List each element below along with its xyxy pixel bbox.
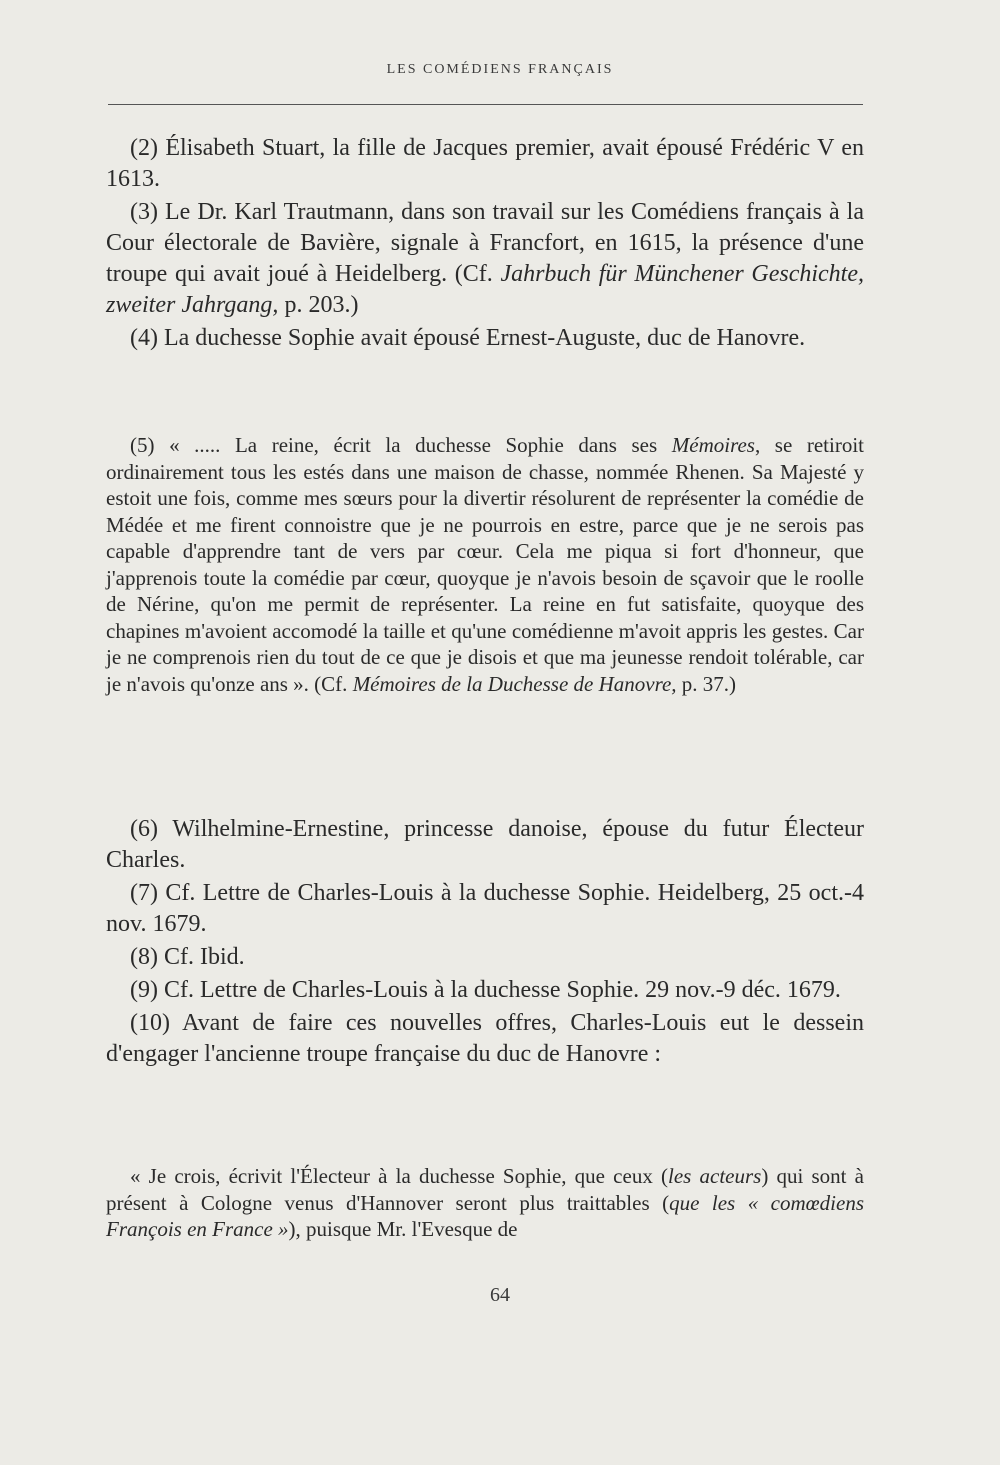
footnote-paragraph <box>106 432 864 697</box>
footnote-text: (4) La duchesse Sophie avait épousé Ernest-Auguste, duc de Hanovre. <box>130 325 806 351</box>
footnote-text: p. 37.) <box>676 671 737 696</box>
footnote-10-quotation <box>106 1163 864 1243</box>
footnote-text: p. 203.) <box>278 292 359 318</box>
header-rule <box>108 104 863 105</box>
footnote-paragraph <box>106 975 864 1006</box>
italic-citation: que les « comœdiens François en France » <box>106 1190 864 1241</box>
footnote-text: (9) Cf. Lettre de Charles-Louis à la duchesse Sophie. 29 nov.-9 déc. 1679. <box>130 977 841 1003</box>
footnote-text: , se retiroit ordinairement tous les estés dans une maison de chasse, nommée Rhenen. Sa Majesté y estoit une fois, comme mes sœurs pour la divertir résolurent de représenter la comédie de Médée et me firent connoistre que je ne pourrois en estre, parce que je ne serois pas capable d'apprendre tant de vers par cœur. Cela me piqua si fort d'honneur, que j'apprenois toute la comédie par cœur, quoyque je n'avois besoin de sçavoir que le roolle de Nérine, qu'on me permit de représenter. La reine en fut satisfaite, quoyque des chapines m'avoient accomodé la taille et qu'une comédienne m'avoit appris les gestes. Car je ne comprenois rien du tout de ce que je disois et que ma jeunesse rendoit tolérable, car je n'avois qu'onze ans ». (Cf. <box>106 433 865 696</box>
footnote-paragraph <box>106 814 864 876</box>
footnote-5-quotation <box>106 432 864 697</box>
italic-citation: Mémoires <box>671 433 755 457</box>
footnote-text: (2) Élisabeth Stuart, la fille de Jacques premier, avait épousé Frédéric V en 1613. <box>106 135 864 192</box>
footnote-text: (6) Wilhelmine-Ernestine, princesse danoise, épouse du futur Électeur Charles. <box>106 816 864 873</box>
footnote-paragraph <box>106 133 864 195</box>
footnote-paragraph <box>106 323 864 354</box>
italic-citation: Jahrbuch für Münchener Geschichte, zweiter Jahrgang, <box>106 261 864 318</box>
footnote-paragraph <box>106 197 864 321</box>
footnote-paragraph <box>106 942 864 973</box>
italic-citation: les acteurs <box>668 1164 762 1188</box>
page-number: 64 <box>490 1284 510 1306</box>
footnote-text: ) qui sont à présent à Cologne venus d'Hannover seront plus traittables ( <box>106 1164 864 1215</box>
footnote-text: (3) Le Dr. Karl Trautmann, dans son travail sur les Comédiens français à la Cour électorale de Bavière, signale à Francfort, en 1615, la présence d'une troupe qui avait joué à Heidelberg. (Cf. <box>106 199 864 287</box>
footnotes-group-2 <box>106 814 864 1070</box>
footnote-text: ), puisque Mr. l'Evesque de <box>288 1217 518 1241</box>
footnote-paragraph <box>106 878 864 940</box>
footnote-text: (10) Avant de faire ces nouvelles offres, Charles-Louis eut le dessein d'engager l'ancienne troupe française du duc de Hanovre : <box>106 1010 864 1067</box>
footnote-paragraph <box>106 1163 864 1243</box>
footnote-text: (5) « ..... La reine, écrit la duchesse Sophie dans ses <box>130 433 672 457</box>
footnotes-group-1 <box>106 133 864 354</box>
footnote-text: « Je crois, écrivit l'Électeur à la duchesse Sophie, que ceux ( <box>130 1164 668 1188</box>
italic-citation: Mémoires de la Duchesse de Hanovre, <box>352 671 677 696</box>
running-head: LES COMÉDIENS FRANÇAIS <box>386 62 614 77</box>
footnote-text: (7) Cf. Lettre de Charles-Louis à la duchesse Sophie. Heidelberg, 25 oct.-4 nov. 1679. <box>106 880 864 937</box>
footnote-text: (8) Cf. Ibid. <box>130 944 245 970</box>
footnote-paragraph <box>106 1008 864 1070</box>
